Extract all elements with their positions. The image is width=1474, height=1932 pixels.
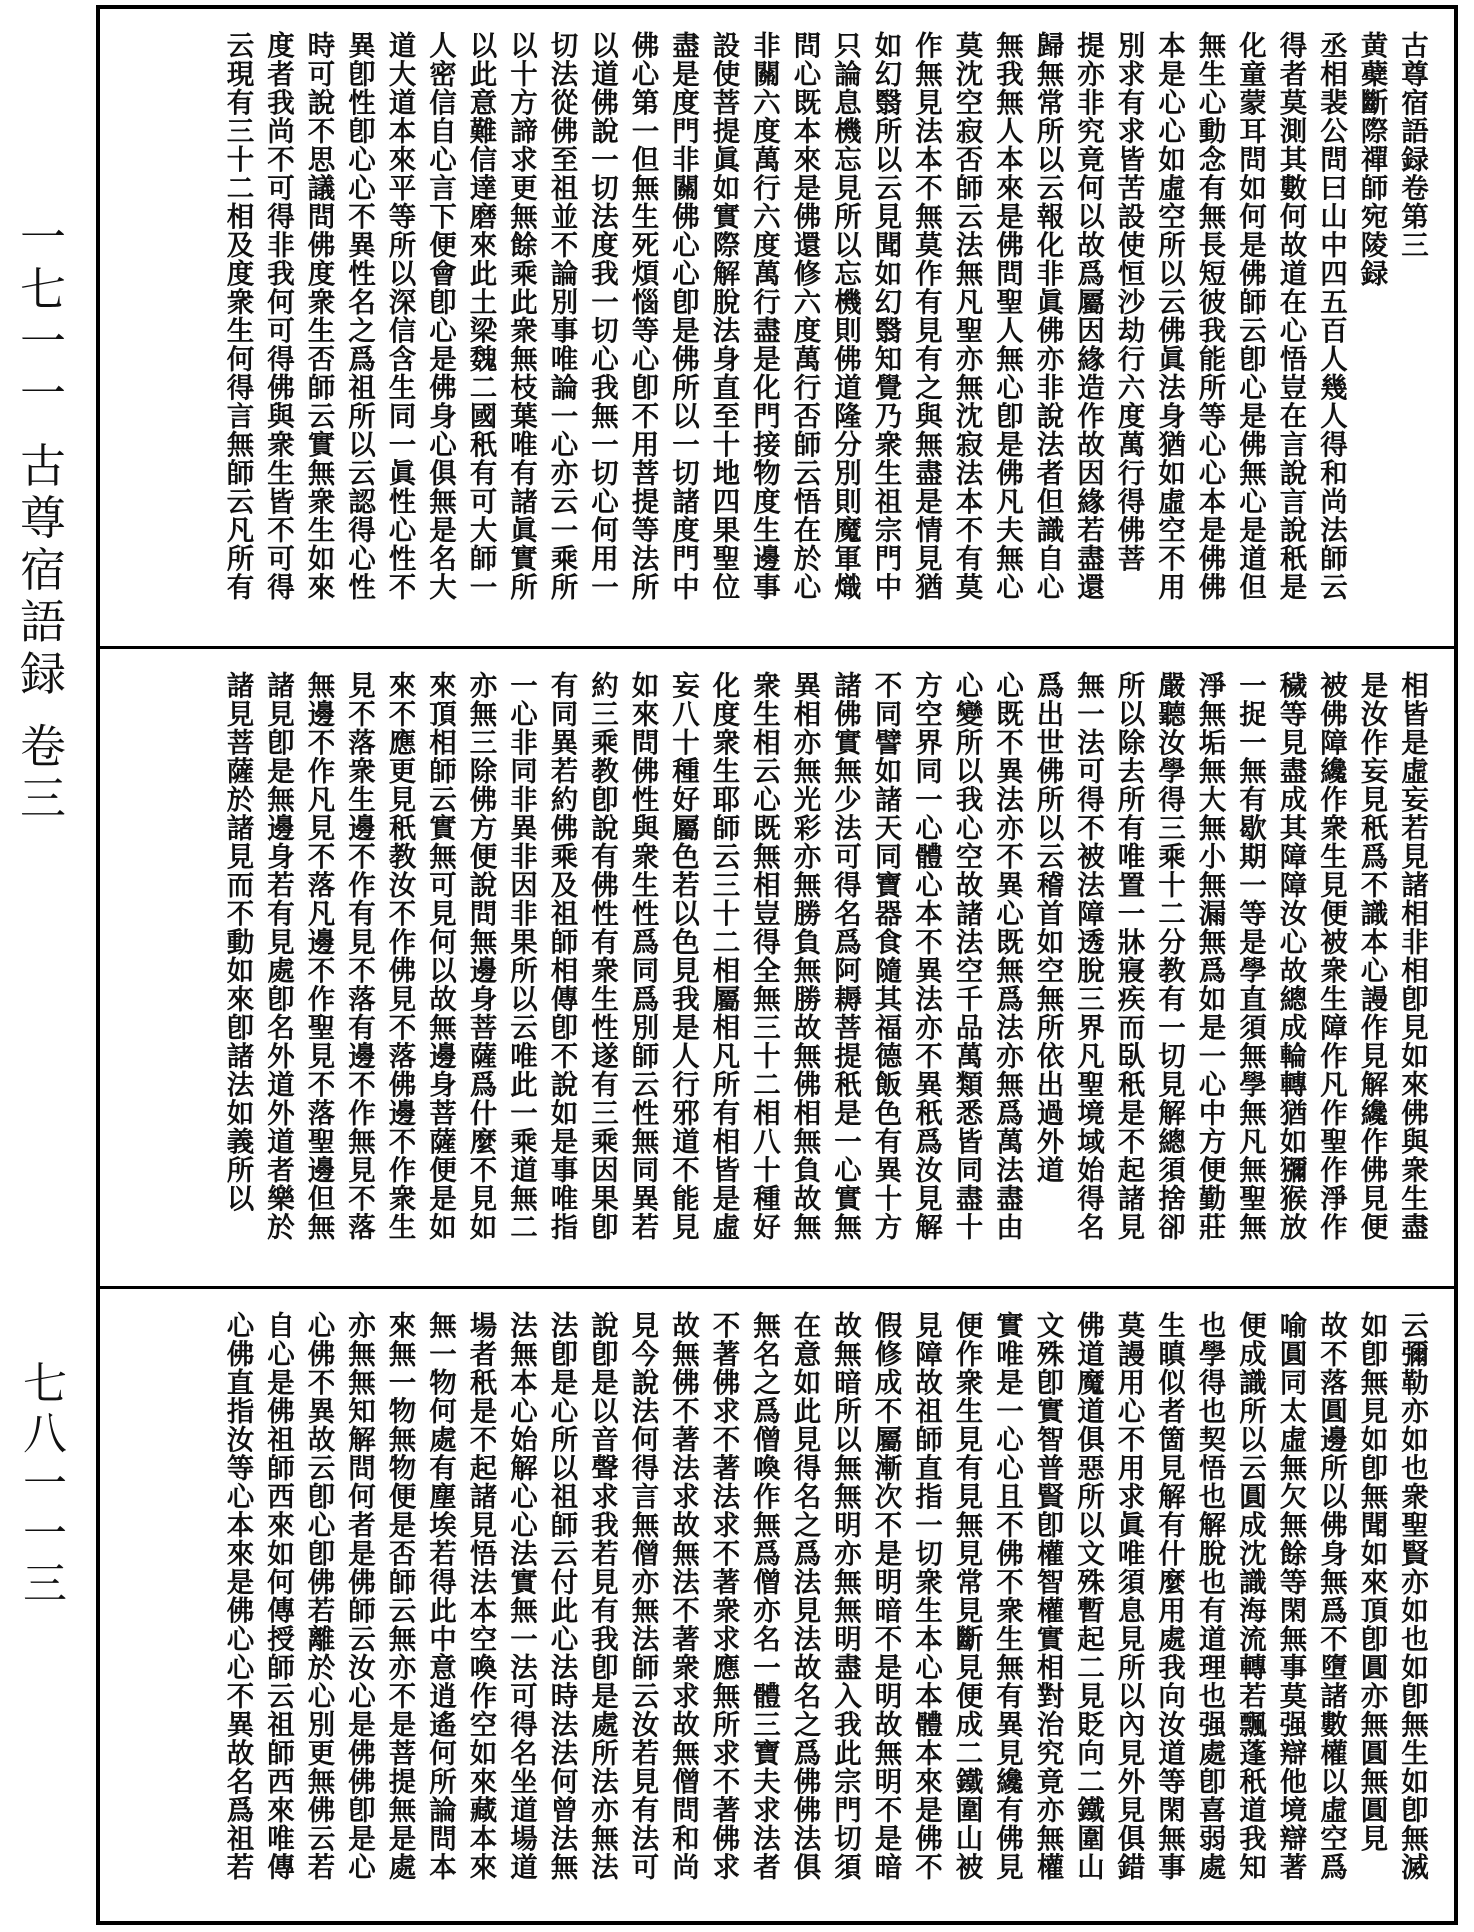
text-column: 諸見菩薩於諸見而不動如來卽諸法如義所以 [221,671,254,1213]
text-column: 人密信自心言下便會卽心是佛身心俱無是名大 [424,31,456,601]
text-column: 見今說法何得言無僧亦無法師云汝若見有法可 [626,1311,659,1881]
text-column: 亦無三除佛方便說問無邊身菩薩爲什麼不見如 [464,671,497,1241]
text-column: 云彌勒亦如也衆聖賢亦如也如卽無生如卽無滅 [1396,1311,1428,1881]
text-column: 無名之爲僧喚作無爲僧亦名一體三寶夫求法者 [748,1311,780,1881]
text-column: 以道佛說一切法度我一切心我無一切心何用一 [586,31,618,601]
text-column: 是汝作妄見秖爲不識本心謾作見解纔作佛見便 [1355,671,1388,1241]
text-column: 相皆是虛妄若見諸相非相卽見如來佛與衆生盡 [1396,671,1428,1241]
text-column: 便成識所以云圓成沈識海流轉若飄蓬秖道我知 [1234,1311,1266,1881]
text-column: 非關六度萬行六度萬行盡是化門接物度生邊事 [748,31,780,601]
text-column: 嚴聽汝學得三乘十二分教有一切見解總須捨卻 [1153,671,1185,1241]
text-column: 故無暗所以無無明亦無無明盡入我此宗門切須 [829,1311,861,1881]
text-column: 心佛不異故云卽心卽佛若離於心別更無佛云若 [302,1311,335,1881]
text-column: 莫沈空寂否師云法無凡聖亦無沈寂法本不有莫 [950,31,983,601]
text-column: 說卽是以音聲求我若見有我卽是處所法亦無法 [586,1311,618,1881]
text-column: 亦無無知解問何者是佛師云汝心是佛佛卽是心 [343,1311,375,1881]
text-column: 無一物何處有塵埃若得此中意逍遙何所論問本 [424,1311,456,1881]
text-column: 度者我尚不可得非我何可得佛與衆生皆不可得 [262,31,294,601]
text-column: 被佛障纔作衆生見便被衆生障作凡作聖作淨作 [1315,671,1347,1241]
text-column: 文殊卽實智普賢卽權智權實相對治究竟亦無權 [1031,1311,1064,1881]
text-column: 以此意難信達磨來此土梁魏二國秖有可大師一 [464,31,497,601]
text-column: 場者秖是不起諸見悟法本空喚作空如來藏本來 [464,1311,497,1881]
text-column: 無邊不作凡見不落凡邊不作聖見不落聖邊但無 [302,671,335,1241]
text-column: 無我無人本來是佛問聖人無心卽是佛凡夫無心 [991,31,1023,601]
text-column: 不同譬如諸天同寶器食隨其福德飯色有異十方 [869,671,902,1241]
text-column: 古尊宿語録卷第三 [1396,31,1428,259]
text-column: 諸見卽是無邊身若有見處卽名外道外道者樂於 [262,671,294,1241]
text-column: 歸無常所以云報化非眞佛亦非說法者但識自心 [1031,31,1064,601]
text-column: 便作衆生見有見無見常見斷見便成二鐵圍山被 [950,1311,983,1881]
text-column: 來頂相師云實無可見何以故無邊身菩薩便是如 [424,671,456,1241]
text-column: 丞相裴公問曰山中四五百人幾人得和尚法師云 [1315,31,1347,601]
text-column: 心佛直指汝等心本來是佛心心不異故名爲祖若 [221,1311,254,1881]
text-column: 道大道本來平等所以深信含生同一眞性心性不 [383,31,416,601]
text-column: 設使菩提眞如實際解脫法身直至十地四果聖位 [707,31,740,601]
text-column: 見障故祖師直指一切衆生本心本體本來是佛不 [910,1311,942,1881]
text-column: 佛道魔道俱惡所以文殊暫起二見貶向二鐵圍山 [1072,1311,1104,1881]
text-column: 諸佛實無少法可得名爲阿耨菩提秖是一心實無 [829,671,861,1241]
text-panel-middle [100,649,1454,1289]
text-column: 黄蘗斷際禪師宛陵録 [1355,31,1388,288]
text-column: 佛心第一但無生死煩惱等心卽不用菩提等法所 [626,31,659,601]
text-column: 一捉一無有歇期一等是學直須無學無凡無聖無 [1234,671,1266,1241]
text-column: 異相亦無光彩亦無勝負無勝故無佛相無負故無 [788,671,821,1241]
text-column: 化童蒙耳問如何是佛師云卽心是佛無心是道但 [1234,31,1266,601]
text-column: 妄八十種好屬色若以色見我是人行邪道不能見 [667,671,699,1241]
text-column: 切法從佛至祖並不論別事唯論一心亦云一乘所 [545,31,578,601]
panel-columns [210,671,1432,1268]
text-column: 喻圓同太虛無欠無餘等閑無事莫强辯他境辯著 [1274,1311,1307,1881]
text-column: 以十方諦求更無餘乘此衆無枝葉唯有諸眞實所 [505,31,537,601]
text-column: 在意如此見得名之爲法見法故名之爲佛佛法俱 [788,1311,821,1881]
text-column: 爲出世佛所以云稽首如空無所依出過外道 [1031,671,1064,1184]
text-column: 法無本心始解心心法實無一法可得名坐道場道 [505,1311,537,1881]
text-column: 無生心動念有無長短彼我能所等心心本是佛佛 [1193,31,1226,601]
text-column: 異卽性卽心心不異性名之爲祖所以云認得心性 [343,31,375,601]
text-column: 如卽無見如卽無聞如來頂卽圓亦無圓無圓見 [1355,1311,1388,1853]
page-frame [96,5,1458,1925]
text-column: 假修成不屬漸次不是明暗不是明故無明不是暗 [869,1311,902,1881]
text-column: 所以除去所有唯置一牀寢疾而臥秖是不起諸見 [1112,671,1145,1241]
text-column: 一心非同非異非因非果所以云唯此一乘道無二 [505,671,537,1241]
text-column: 問心既本來是佛還修六度萬行否師云悟在於心 [788,31,821,601]
text-column: 如來問佛性與衆生性爲同爲別師云性無同異若 [626,671,659,1241]
text-column: 衆生相云心既無相豈得全無三十二相八十種好 [748,671,780,1241]
text-column: 生瞋似者箇見解有什麼用處我向汝道等閑無事 [1153,1311,1185,1881]
margin-top-label: 一七一一 古尊宿語録 卷三 [13,213,67,827]
panel-columns [210,31,1432,628]
text-column: 作無見法本不無莫作有見有之與無盡是情見猶 [910,31,942,601]
text-column: 方空界同一心體心本不異法亦不異秖爲汝見解 [910,671,942,1241]
panel-columns [210,1311,1432,1903]
text-column: 盡是度門非關佛心心卽是佛所以一切諸度門中 [667,31,699,601]
text-column: 穢等見盡成其障障汝心故總成輪轉猶如獼猴放 [1274,671,1307,1241]
text-column: 自心是佛祖師西來如何傳授師云祖師西來唯傳 [262,1311,294,1881]
text-column: 也學得也契悟也解脫也有道理也强處卽喜弱處 [1193,1311,1226,1881]
text-panel-top [100,9,1454,649]
text-column: 有同異若約佛乘及祖師相傳卽不說如是事唯指 [545,671,578,1241]
text-column: 提亦非究竟何以故爲屬因緣造作故因緣若盡還 [1072,31,1104,601]
text-column: 莫謾用心不用求眞唯須息見所以內見外見俱錯 [1112,1311,1145,1881]
text-column: 故無佛不著法求故無法不著衆求故無僧問和尚 [667,1311,699,1881]
text-column: 淨無垢無大無小無漏無爲如是一心中方便勤莊 [1193,671,1226,1241]
text-column: 別求有求皆苦設使恒沙劫行六度萬行得佛菩 [1112,31,1145,573]
text-column: 得者莫測其數何故道在心悟豈在言說言說秖是 [1274,31,1307,601]
text-panel-bottom [100,1289,1454,1921]
text-column: 不著佛求不著法求不著衆求應無所求不著佛求 [707,1311,740,1881]
margin-bottom-label: 七八一一三 [15,1360,66,1610]
text-column: 約三乘教卽說有佛性有衆生性遂有三乘因果卽 [586,671,618,1241]
text-column: 化度衆生耶師云三十二相屬相凡所有相皆是虛 [707,671,740,1241]
text-column: 實唯是一心心且不佛不衆生無有異見纔有佛見 [991,1311,1023,1881]
text-column: 只論息機忘見所以忘機則佛道隆分別則魔軍熾 [829,31,861,601]
text-column: 心既不異法亦不異心既無爲法亦無爲萬法盡由 [991,671,1023,1241]
text-column: 來無一物無物便是否師云無亦不是菩提無是處 [383,1311,416,1881]
text-column: 本是心心如虛空所以云佛眞法身猶如虛空不用 [1153,31,1185,601]
text-column: 見不落衆生邊不作有見不落有邊不作無見不落 [343,671,375,1241]
text-column: 法卽是心所以祖師云付此心法時法法何曾法無 [545,1311,578,1881]
text-column: 如幻翳所以云見聞如幻翳知覺乃衆生祖宗門中 [869,31,902,601]
text-column: 時可說不思議問佛度衆生否師云實無衆生如來 [302,31,335,601]
text-column: 來不應更見秖教汝不作佛見不落佛邊不作衆生 [383,671,416,1241]
text-column: 心變所以我心空故諸法空千品萬類悉皆同盡十 [950,671,983,1241]
text-column: 無一法可得不被法障透脫三界凡聖境域始得名 [1072,671,1104,1241]
text-column: 云現有三十二相及度衆生何得言無師云凡所有 [221,31,254,601]
text-column: 故不落圓邊所以佛身無爲不墮諸數權以虛空爲 [1315,1311,1347,1881]
